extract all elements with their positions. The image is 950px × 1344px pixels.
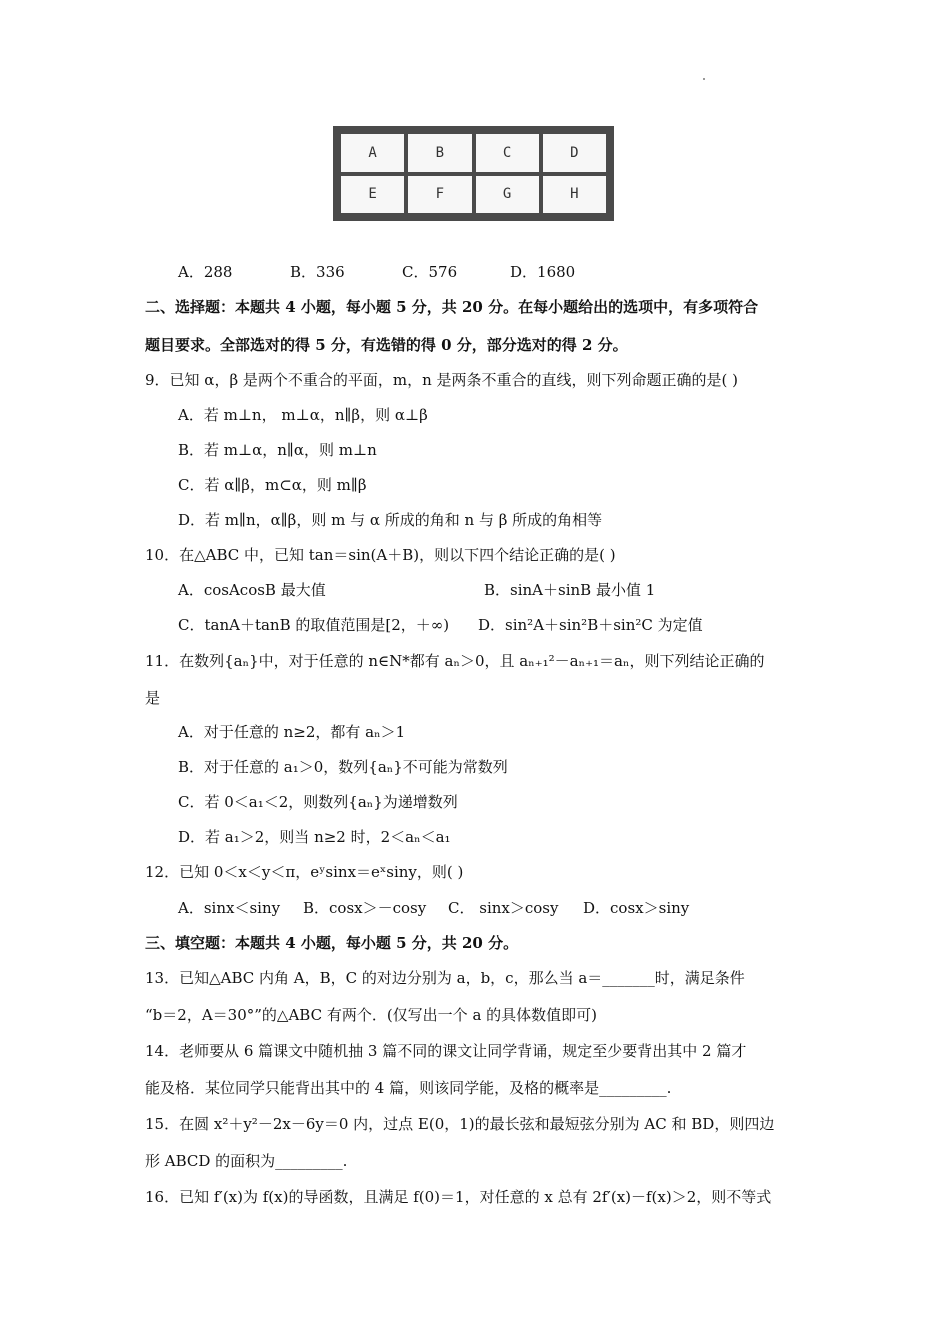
q10-option-d: D．sin²A＋sin²B＋sin²C 为定值	[478, 616, 703, 634]
q11-option-b: B．对于任意的 a₁＞0，数列{aₙ}不可能为常数列	[178, 758, 508, 776]
grid-cell-g: G	[476, 176, 539, 214]
grid-cell-d: D	[543, 134, 606, 172]
q10-option-b: B．sinA＋sinB 最小值 1	[484, 581, 656, 599]
q15-line1: 15．在圆 x²＋y²－2x－6y＝0 内，过点 E(0，1)的最长弦和最短弦分别为 AC 和 BD，则四边	[145, 1115, 775, 1133]
q11-stem-line1: 11．在数列{aₙ}中，对于任意的 n∈N*都有 aₙ＞0，且 aₙ₊₁²－aₙ₊₁＝aₙ，则下列结论正确的	[145, 652, 765, 670]
q10-option-a: A．cosAcosB 最大值	[178, 581, 326, 599]
q13-line2: “b＝2，A＝30°”的△ABC 有两个．(仅写出一个 a 的具体数值即可)	[145, 1006, 598, 1024]
q9-option-d: D．若 m∥n，α∥β，则 m 与 α 所成的角和 n 与 β 所成的角相等	[178, 511, 603, 529]
q10-stem: 10．在△ABC 中，已知 tan＝sin(A＋B)，则以下四个结论正确的是( )	[145, 546, 616, 564]
q8-choice-d: D．1680	[510, 263, 576, 281]
q8-choice-c: C．576	[402, 263, 458, 281]
section2-heading-line2: 题目要求。全部选对的得 5 分，有选错的得 0 分，部分选对的得 2 分。	[145, 336, 628, 354]
q11-stem-line2: 是	[145, 689, 161, 707]
q14-line1: 14．老师要从 6 篇课文中随机抽 3 篇不同的课文让同学背诵，规定至少要背出其中 2 篇才	[145, 1042, 747, 1060]
section3-heading: 三、填空题：本题共 4 小题，每小题 5 分，共 20 分。	[145, 934, 519, 952]
grid-cell-h: H	[543, 176, 606, 214]
grid-cell-e: E	[341, 176, 404, 214]
q9-option-c: C．若 α∥β，m⊂α，则 m∥β	[178, 476, 367, 494]
grid-cell-b: B	[408, 134, 471, 172]
q13-line1: 13．已知△ABC 内角 A，B，C 的对边分别为 a，b，c，那么当 a＝_______时，满足条件	[145, 969, 745, 987]
q15-line2: 形 ABCD 的面积为_________.	[145, 1152, 348, 1170]
section2-heading-line1: 二、选择题：本题共 4 小题，每小题 5 分，共 20 分。在每小题给出的选项中，有多项符合	[145, 298, 759, 316]
q12-option-b: B．cosx＞－cosy	[303, 899, 427, 917]
q12-option-d: D．cosx＞siny	[583, 899, 690, 917]
q8-choices	[178, 261, 575, 283]
q11-option-d: D．若 a₁＞2，则当 n≥2 时，2＜aₙ＜a₁	[178, 828, 451, 846]
grid-cell-a: A	[341, 134, 404, 172]
q8-choice-a: A．288	[178, 263, 233, 281]
page-mark	[703, 78, 705, 80]
grid-cell-f: F	[408, 176, 471, 214]
q14-line2: 能及格．某位同学只能背出其中的 4 篇，则该同学能，及格的概率是_________.	[145, 1079, 672, 1097]
q12-option-c: C． sinx＞cosy	[448, 899, 559, 917]
q8-choice-b: B．336	[290, 263, 345, 281]
q9-option-b: B．若 m⊥α，n∥α，则 m⊥n	[178, 441, 377, 459]
q9-option-a: A．若 m⊥n， m⊥α，n∥β，则 α⊥β	[178, 406, 428, 424]
q16-line1: 16．已知 f′(x)为 f(x)的导函数，且满足 f(0)＝1，对任意的 x 总有 2f′(x)－f(x)＞2，则不等式	[145, 1188, 772, 1206]
grid-cell-c: C	[476, 134, 539, 172]
q12-stem: 12．已知 0＜x＜y＜π，eʸsinx＝eˣsiny，则( )	[145, 863, 464, 881]
q9-stem: 9．已知 α，β 是两个不重合的平面，m，n 是两条不重合的直线，则下列命题正确的是( )	[145, 371, 739, 389]
q12-option-a: A．sinx＜siny	[178, 899, 281, 917]
q10-option-c: C．tanA＋tanB 的取值范围是[2，＋∞)	[178, 616, 450, 634]
q11-option-a: A．对于任意的 n≥2，都有 aₙ＞1	[178, 723, 406, 741]
seat-grid-figure	[333, 126, 614, 221]
q11-option-c: C．若 0＜a₁＜2，则数列{aₙ}为递增数列	[178, 793, 458, 811]
q12-choices	[178, 897, 689, 919]
